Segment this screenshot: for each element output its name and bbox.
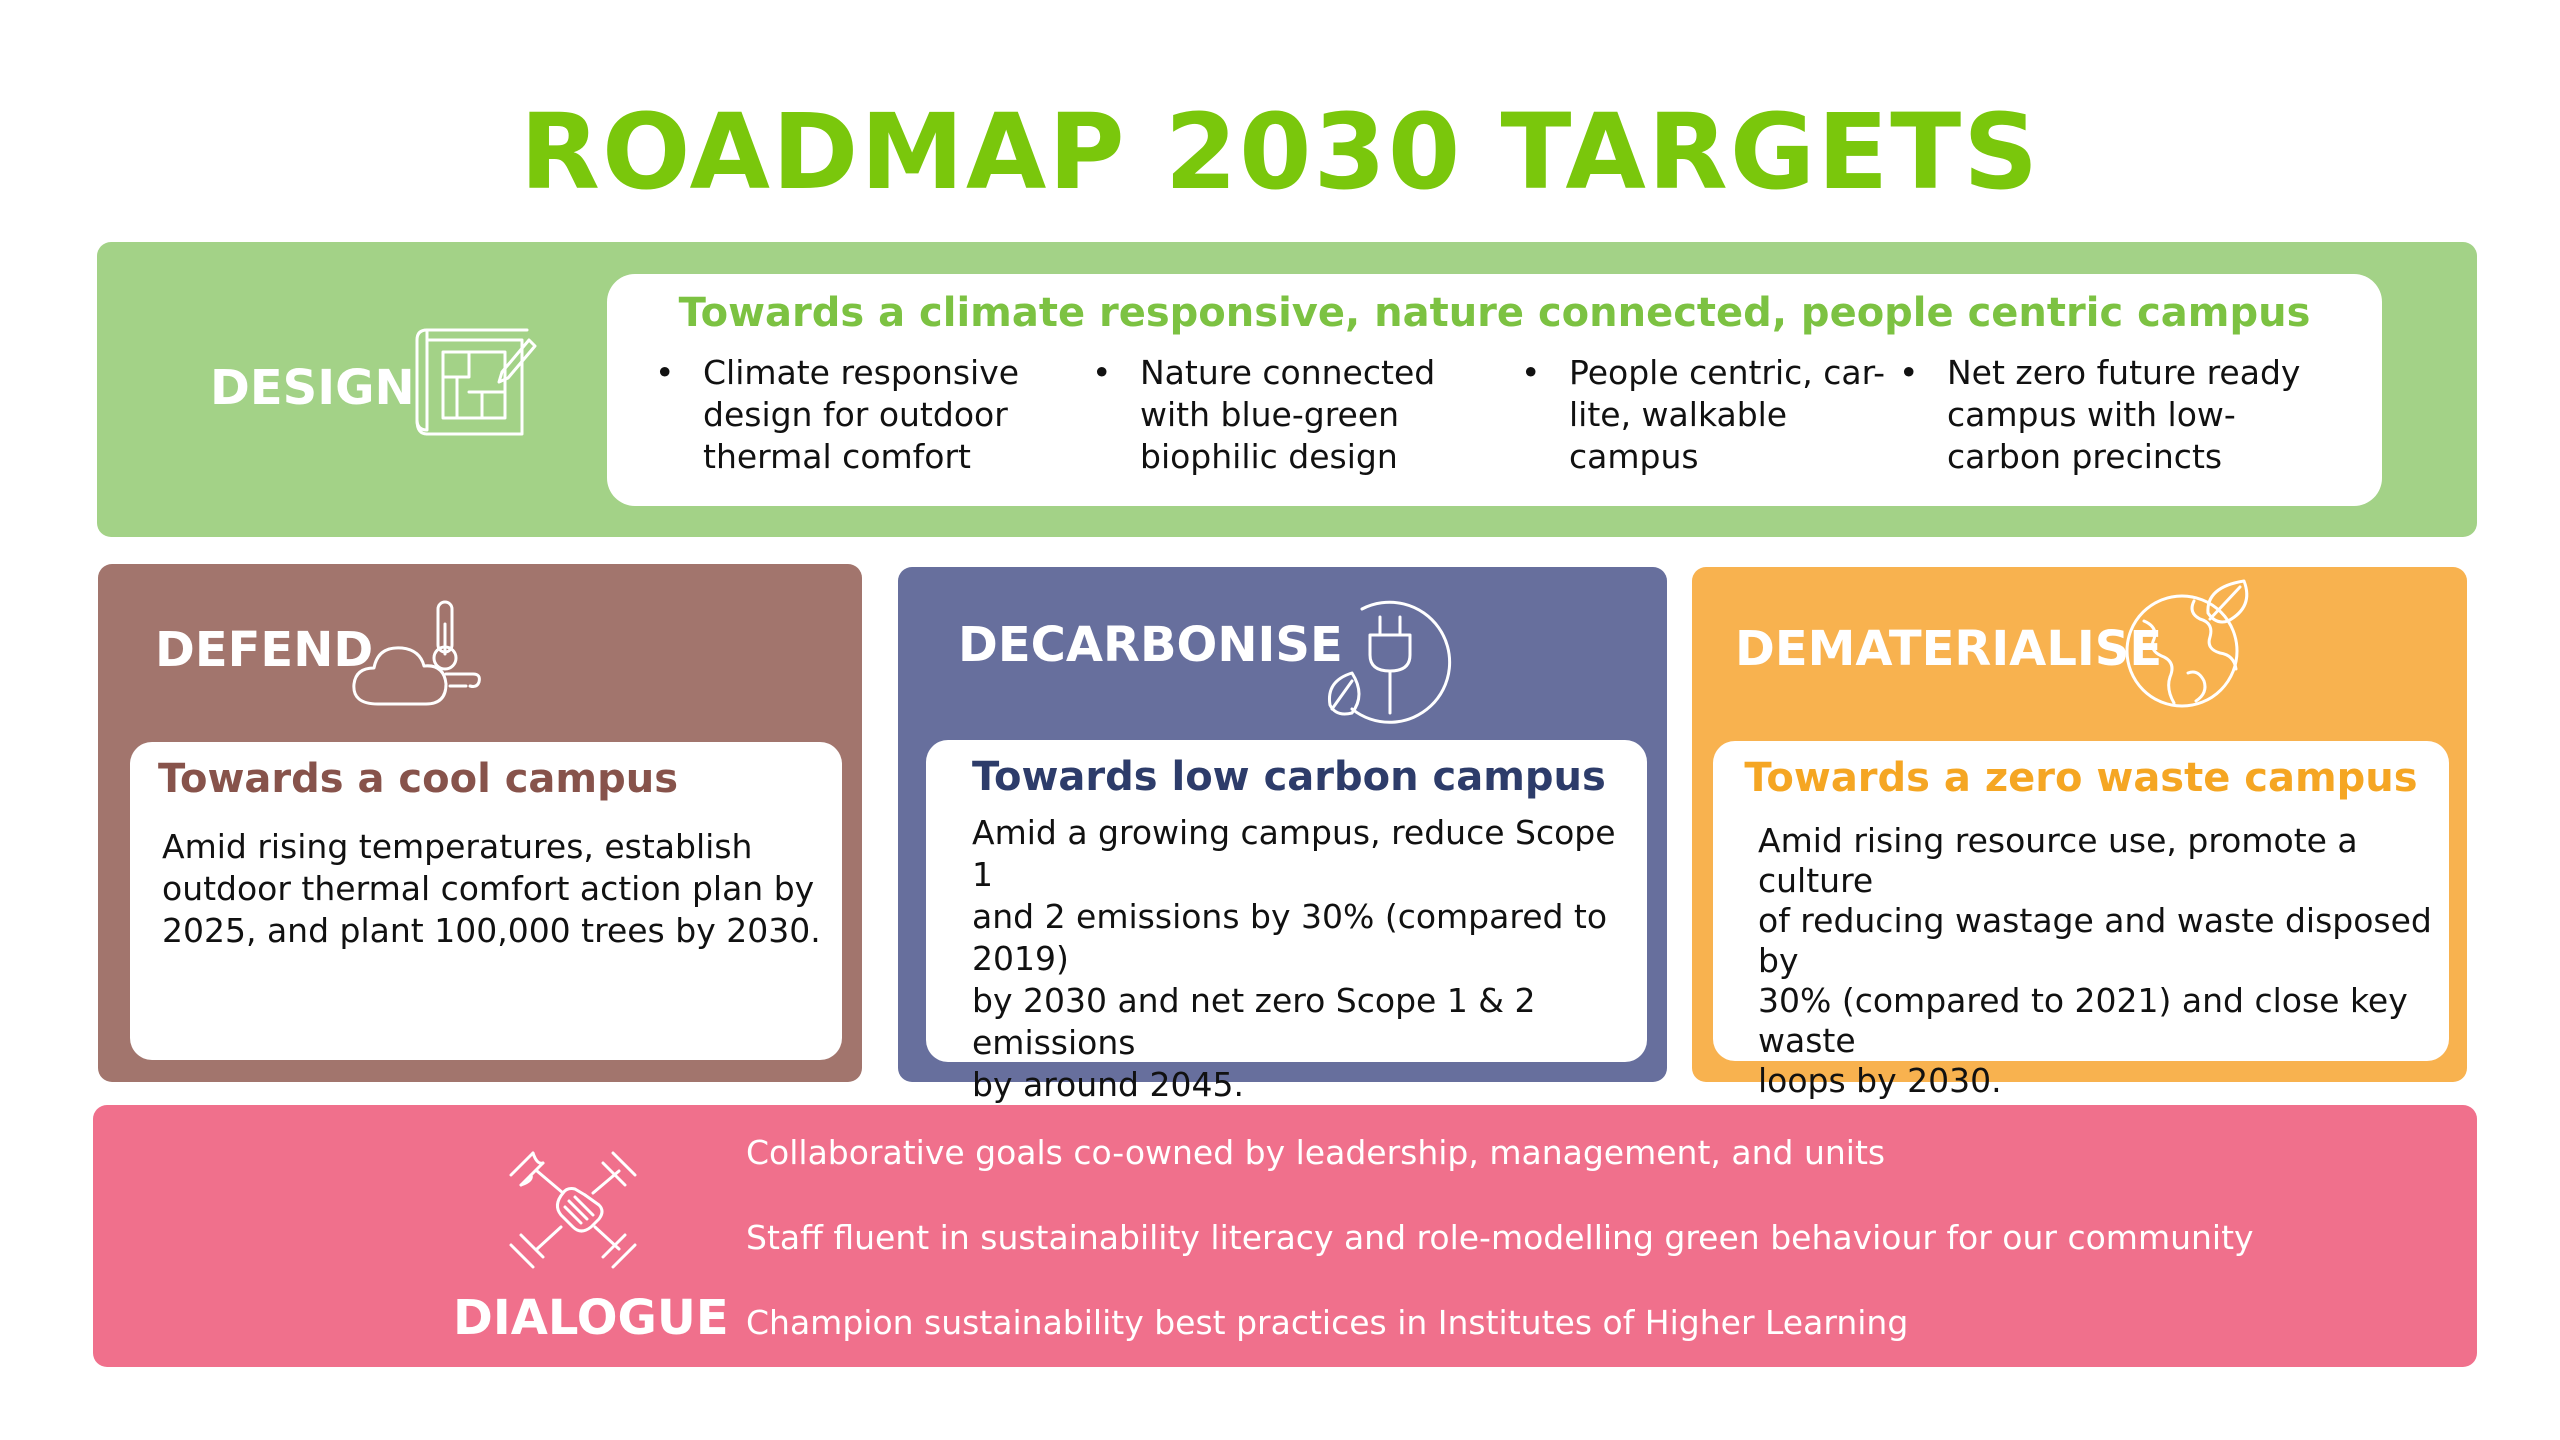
dialogue-line: Staff fluent in sustainability literacy and role-modelling green behaviour for our community [746, 1218, 2254, 1257]
globe-leaf-icon [2124, 577, 2259, 712]
bullet-line: lite, walkable [1569, 395, 1788, 434]
bullet-dot: • [1521, 353, 1541, 392]
body-line: 30% (compared to 2021) and close key waste [1758, 981, 2408, 1060]
joined-hands-icon [503, 1135, 653, 1285]
dematerialise-label: DEMATERIALISE [1735, 621, 2163, 677]
thermometer-cloud-icon [348, 594, 483, 709]
defend-card [130, 742, 842, 1060]
defend-panel [98, 564, 862, 1082]
body-line: outdoor thermal comfort action plan by [162, 869, 815, 908]
blueprint-icon [407, 322, 537, 442]
design-bullet [1899, 352, 2301, 478]
bullet-line: People centric, car- [1569, 353, 1886, 392]
dematerialise-heading: Towards a zero waste campus [1744, 755, 2418, 801]
dialogue-label: DIALOGUE [453, 1290, 729, 1346]
bullet-line: Net zero future ready [1947, 353, 2301, 392]
bullet-dot: • [1899, 353, 1919, 392]
body-line: of reducing wastage and waste disposed by [1758, 901, 2432, 980]
decarbonise-label: DECARBONISE [958, 617, 1343, 673]
body-line: and 2 emissions by 30% (compared to 2019) [972, 897, 1608, 978]
decarbonise-card [926, 740, 1647, 1104]
defend-body [162, 826, 821, 952]
body-line: by around 2045. [972, 1065, 1244, 1104]
bullet-dot: • [655, 353, 675, 392]
dialogue-line: Champion sustainability best practices in Institutes of Higher Learning [746, 1303, 1909, 1342]
dematerialise-panel [1692, 567, 2467, 1100]
dialogue-panel [93, 1105, 2477, 1367]
bullet-dot: • [1092, 353, 1112, 392]
design-label: DESIGN [210, 360, 415, 416]
design-heading: Towards a climate responsive, nature connected, people centric campus [678, 290, 2311, 336]
defend-label: DEFEND [155, 622, 374, 678]
body-line: by 2030 and net zero Scope 1 & 2 emissions [972, 981, 1536, 1062]
design-bullet [655, 352, 1020, 478]
body-line: 2025, and plant 100,000 trees by 2030. [162, 911, 821, 950]
design-card [607, 274, 2382, 506]
bullet-line: thermal comfort [703, 437, 971, 476]
bullet-line: campus [1569, 437, 1699, 476]
plug-leaf-icon [1322, 595, 1452, 725]
bullet-line: design for outdoor [703, 395, 1008, 434]
decarbonise-heading: Towards low carbon campus [972, 754, 1606, 800]
body-line: Amid rising resource use, promote a culture [1758, 821, 2358, 900]
bullet-line: with blue-green [1140, 395, 1400, 434]
dialogue-line: Collaborative goals co-owned by leadership, management, and units [746, 1133, 1886, 1172]
body-line: Amid a growing campus, reduce Scope 1 [972, 813, 1616, 894]
bullet-line: Climate responsive [703, 353, 1020, 392]
body-line: Amid rising temperatures, establish [162, 827, 753, 866]
decarbonise-panel [898, 567, 1667, 1104]
body-line: loops by 2030. [1758, 1061, 2002, 1100]
dematerialise-card [1713, 741, 2449, 1100]
bullet-line: Nature connected [1140, 353, 1436, 392]
design-bullet [1092, 352, 1436, 478]
decarbonise-body [972, 812, 1647, 1106]
page-title: ROADMAP 2030 TARGETS [519, 91, 2041, 213]
dematerialise-body [1758, 821, 2449, 1101]
design-panel [97, 242, 2477, 537]
defend-heading: Towards a cool campus [158, 756, 679, 802]
bullet-line: campus with low- [1947, 395, 2236, 434]
bullet-line: biophilic design [1140, 437, 1398, 476]
design-bullet [1521, 352, 1886, 478]
bullet-line: carbon precincts [1947, 437, 2223, 476]
